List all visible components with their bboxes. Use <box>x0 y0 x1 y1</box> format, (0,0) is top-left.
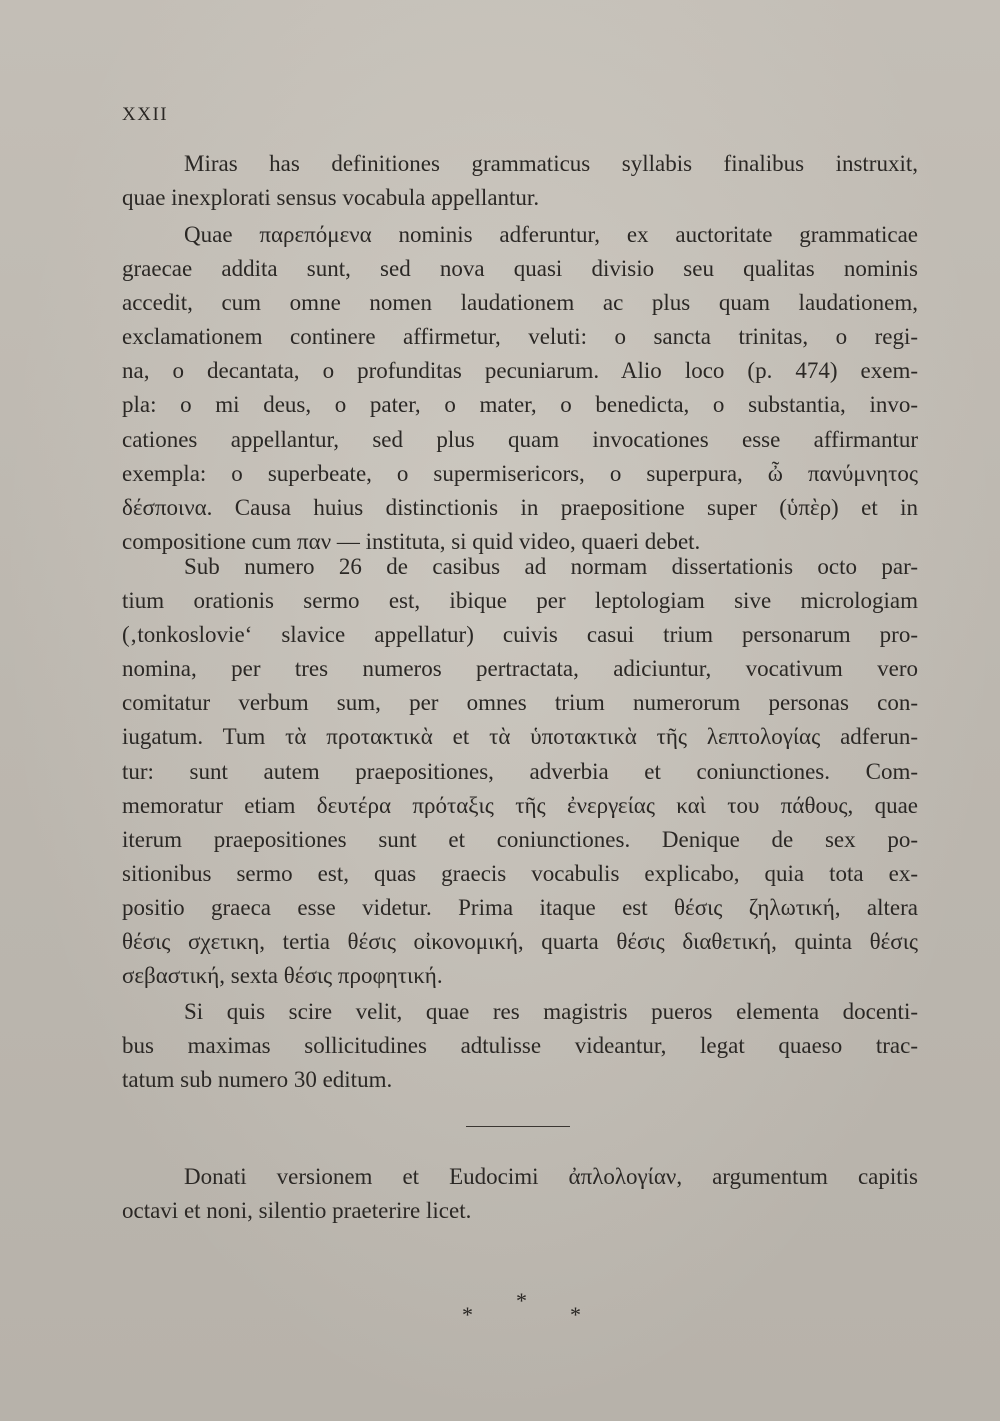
paragraph-line: na, o decantata, o profunditas pecuniarum. Alio loco (p. 474) exem- <box>122 358 918 384</box>
paragraph-line: pla: o mi deus, o pater, o mater, o benedicta, o substantia, invo- <box>122 392 918 418</box>
paragraph-line: comitatur verbum sum, per omnes trium numerorum personas con- <box>122 690 918 716</box>
asterism-top: * <box>516 1288 527 1313</box>
paragraph-line: octavi et noni, silentio praeterire licet. <box>122 1198 472 1224</box>
paragraph-line: δέσποινα. Causa huius distinctionis in praepositione super (ὑπὲρ) et in <box>122 494 918 520</box>
paragraph-line: cationes appellantur, sed plus quam invocationes esse affirmantur <box>122 426 918 452</box>
paragraph-line: θέσις σχετικη, tertia θέσις οἰκονομική, quarta θέσις διαθετική, quinta θέσις <box>122 929 918 955</box>
paragraph-3 <box>122 550 918 993</box>
paragraph-2 <box>122 218 918 559</box>
paragraph-line: Miras has definitiones grammaticus syllabis finalibus instruxit, <box>184 151 918 176</box>
paragraph-line: tur: sunt autem praepositiones, adverbia et coniunctiones. Com- <box>122 758 918 784</box>
paragraph-line: (‚tonkoslovie‘ slavice appellatur) cuivis casui trium personarum pro- <box>122 622 918 648</box>
section-divider <box>466 1126 570 1127</box>
asterism-left: * <box>462 1302 473 1327</box>
paragraph-line: Quae παρεπόμενα nominis adferuntur, ex auctoritate grammaticae <box>184 222 918 247</box>
paragraph-line: iugatum. Tum τὰ προτακτικὰ et τὰ ὑποτακτικὰ τῆς λεπτολογίας adferun- <box>122 724 918 750</box>
paragraph-line: Si quis scire velit, quae res magistris pueros elementa docenti- <box>184 999 918 1024</box>
paragraph-line: tatum sub numero 30 editum. <box>122 1067 393 1093</box>
paragraph-line: exclamationem continere affirmetur, veluti: o sancta trinitas, o regi- <box>122 324 918 350</box>
paragraph-1 <box>122 147 918 215</box>
paragraph-line: quae inexplorati sensus vocabula appellantur. <box>122 185 540 211</box>
paragraph-4 <box>122 995 918 1097</box>
paragraph-line: compositione cum παν — instituta, si quid video, quaeri debet. <box>122 528 701 554</box>
paragraph-line: exempla: o superbeate, o supermisericors, o superpura, ὦ πανύμνητος <box>122 460 918 486</box>
asterism-right: * <box>570 1302 581 1327</box>
paragraph-line: memoratur etiam δευτέρα πρόταξις τῆς ἐνεργείας καὶ του πάθους, quae <box>122 792 918 818</box>
paragraph-line: σεβαστική, sexta θέσις προφητική. <box>122 963 443 989</box>
paragraph-line: bus maximas sollicitudines adtulisse videantur, legat quaeso trac- <box>122 1033 918 1059</box>
paragraph-5 <box>122 1160 918 1228</box>
paragraph-line: iterum praepositiones sunt et coniunctiones. Denique de sex po- <box>122 826 918 852</box>
paragraph-line: Sub numero 26 de casibus ad normam dissertationis octo par- <box>184 554 918 579</box>
paragraph-line: tium orationis sermo est, ibique per leptologiam sive micrologiam <box>122 588 918 614</box>
paragraph-line: nomina, per tres numeros pertractata, adiciuntur, vocativum vero <box>122 656 918 682</box>
paragraph-line: Donati versionem et Eudocimi ἀπλολογίαν, argumentum capitis <box>184 1164 918 1189</box>
paragraph-line: graecae addita sunt, sed nova quasi divisio seu qualitas nominis <box>122 256 918 282</box>
paragraph-line: positio graeca esse videtur. Prima itaque est θέσις ζηλωτική, altera <box>122 894 918 920</box>
page-number: XXII <box>122 104 169 125</box>
paragraph-line: sitionibus sermo est, quas graecis vocabulis explicabo, quia tota ex- <box>122 860 918 886</box>
paragraph-line: accedit, cum omne nomen laudationem ac plus quam laudationem, <box>122 290 918 316</box>
